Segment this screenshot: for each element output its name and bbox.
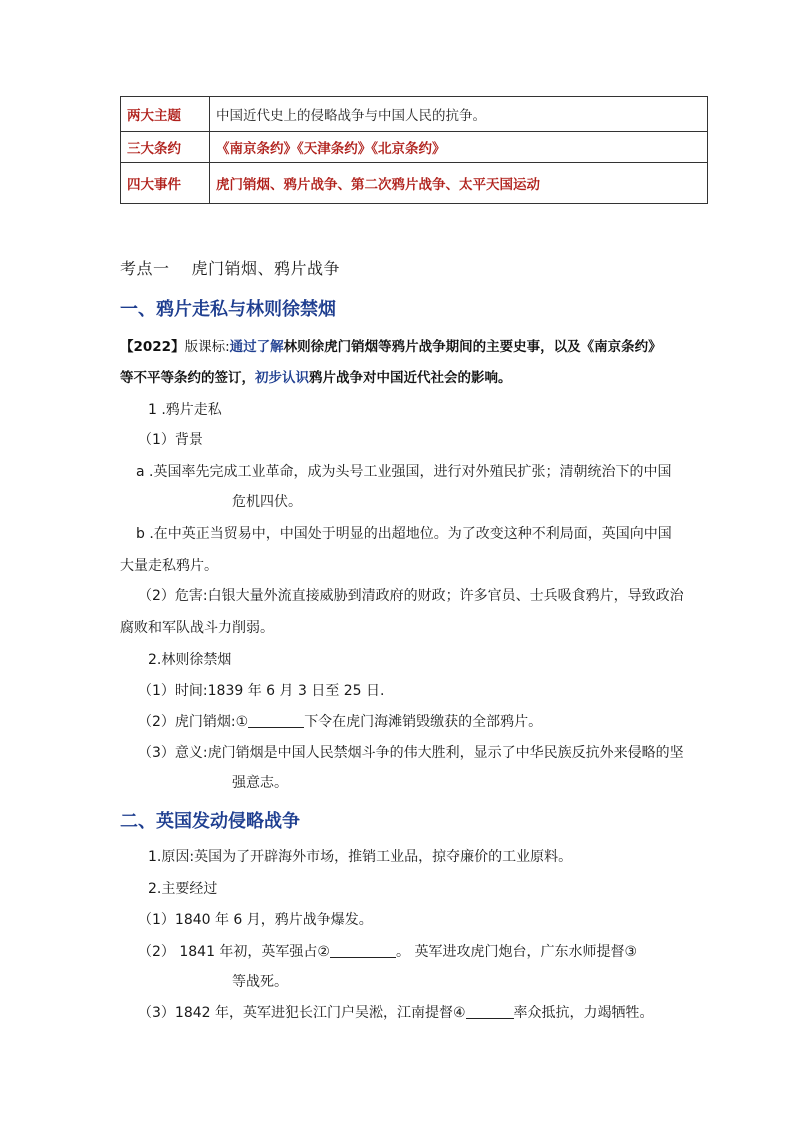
fill-in-line (138, 942, 637, 962)
table-key-cell: 两大主题 (121, 97, 210, 132)
curriculum-standard-line1 (120, 337, 662, 357)
paragraph-text: 。 英军进攻虎门炮台，广东水师提督③ (396, 944, 637, 960)
kaodian-topic: 虎门销烟、鸦片战争 (191, 259, 341, 278)
paragraph: a .英国率先完成工业革命，成为头号工业强国，进行对外殖民扩张；清朝统治下的中国 (136, 464, 672, 480)
answer-blank[interactable] (466, 1004, 514, 1019)
paragraph: 1 .鸦片走私 (148, 402, 222, 418)
fill-in-line (138, 1003, 654, 1023)
standard-keyword: 通过了解 (229, 339, 284, 355)
paragraph: 2.主要经过 (148, 881, 218, 897)
paragraph: 等战死。 (232, 974, 288, 990)
table-value-cell: 《南京条约》《天津条约》《北京条约》 (210, 132, 708, 163)
paragraph: 强意志。 (232, 775, 288, 791)
paragraph: 2.林则徐禁烟 (148, 652, 232, 668)
paragraph: 腐败和军队战斗力削弱。 (120, 620, 274, 636)
paragraph: （3）意义:虎门销烟是中国人民禁烟斗争的伟大胜利，显示了中华民族反抗外来侵略的坚 (138, 745, 684, 761)
paragraph-text: （2） 1841 年初，英军强占② (138, 944, 330, 960)
answer-blank[interactable] (248, 713, 304, 728)
paragraph-text: 率众抵抗，力竭牺牲。 (513, 1005, 654, 1021)
fill-in-line (138, 712, 542, 732)
section-heading: 二、英国发动侵略战争 (120, 811, 300, 832)
kaodian-title (120, 259, 340, 279)
paragraph: （1）背景 (138, 432, 203, 448)
standard-text: 鸦片战争对中国近代社会的影响。 (309, 370, 512, 386)
paragraph: 1.原因:英国为了开辟海外市场，推销工业品，掠夺廉价的工业原料。 (148, 849, 573, 865)
table-value-cell: 虎门销烟、鸦片战争、第二次鸦片战争、太平天国运动 (210, 163, 708, 204)
table-key-cell: 四大事件 (121, 163, 210, 204)
standard-text: 林则徐虎门销烟等鸦片战争期间的主要史事，以及《南京条约》 (283, 339, 662, 355)
standard-source: 版课标 (184, 339, 226, 355)
table-row (121, 97, 708, 132)
answer-blank[interactable] (330, 943, 396, 958)
paragraph: 大量走私鸦片。 (120, 558, 218, 574)
summary-table (120, 96, 708, 204)
standard-text: 等不平等条约的签订， (120, 370, 255, 386)
kaodian-label: 考点一 (120, 259, 170, 278)
paragraph-text: （3）1842 年，英军进犯长江门户吴淞，江南提督④ (138, 1005, 466, 1021)
paragraph: 危机四伏。 (232, 494, 302, 510)
paragraph-text: 下令在虎门海滩销毁缴获的全部鸦片。 (304, 714, 543, 730)
curriculum-standard-line2 (120, 368, 512, 388)
table-row (121, 132, 708, 163)
paragraph: （2）危害:白银大量外流直接威胁到清政府的财政；许多官员、士兵吸食鸦片，导致政治 (138, 588, 684, 604)
section-heading: 一、鸦片走私与林则徐禁烟 (120, 299, 336, 320)
paragraph: （1）1840 年 6 月，鸦片战争爆发。 (138, 912, 373, 928)
standard-tag: 【2022】 (120, 339, 185, 355)
paragraph: （1）时间:1839 年 6 月 3 日至 25 日. (138, 683, 385, 699)
standard-colon: : (225, 339, 230, 355)
table-value-cell: 中国近代史上的侵略战争与中国人民的抗争。 (210, 97, 708, 132)
paragraph: b .在中英正当贸易中，中国处于明显的出超地位。为了改变这种不利局面，英国向中国 (136, 526, 672, 542)
paragraph-text: （2）虎门销烟:① (138, 714, 249, 730)
table-key-cell: 三大条约 (121, 132, 210, 163)
table-row (121, 163, 708, 204)
standard-keyword: 初步认识 (255, 370, 309, 386)
